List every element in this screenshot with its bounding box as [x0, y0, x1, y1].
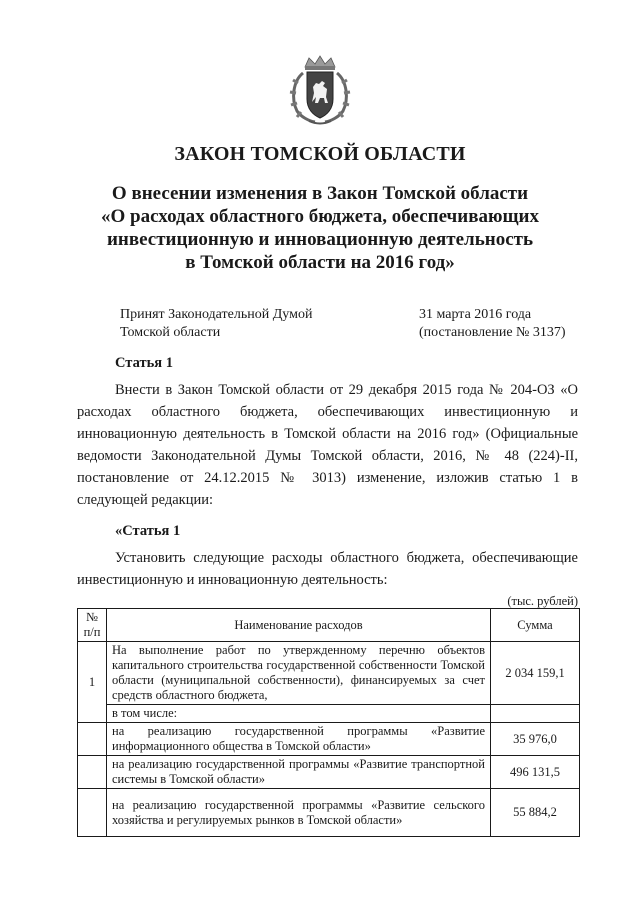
quoted-article-heading: «Статья 1: [115, 523, 181, 539]
header-num: № п/п: [78, 609, 107, 642]
table-row: [78, 642, 580, 705]
row-num: [78, 789, 107, 837]
tomsk-oblast-coat-of-arms-icon: [289, 55, 351, 127]
adoption-date: [419, 306, 566, 342]
subtitle-line: «О расходах областного бюджета, обеспечивающих: [101, 206, 539, 227]
article-text: Внести в Закон Томской области от 29 декабря 2015 года № 204-ОЗ «О расходах областного бюджета, обеспечивающих инвестиционную и инновационную деятельность в Томской области на 2016 год» (Официальные ведомости Законодательной Думы Томской области, 2016, № 48 (224)-II, постановление от 24.12.2015 № 3013) изменение, изложив статью 1 в следующей редакции:: [77, 382, 578, 508]
row-num: 1: [78, 642, 107, 723]
table-row: [78, 789, 580, 837]
table-row: [78, 723, 580, 756]
table-unit: (тыс. рублей): [507, 594, 578, 608]
expenses-table: [77, 608, 580, 837]
adoption-date-line: 31 марта 2016 года: [419, 307, 532, 322]
resolution-number: (постановление № 3137): [419, 325, 566, 340]
row-sum: 2 034 159,1: [491, 642, 580, 705]
header-name: Наименование расходов: [107, 609, 491, 642]
header-sum: Сумма: [491, 609, 580, 642]
subtitle-line: О внесении изменения в Закон Томской области: [111, 183, 529, 204]
row-name: в том числе:: [107, 705, 491, 723]
subtitle-line: в Томской области на 2016 год»: [185, 252, 455, 273]
row-name: на реализацию государственной программы «Развитие транспортной системы в Томской области»: [107, 756, 491, 789]
law-subtitle: [60, 182, 580, 274]
row-sum: [491, 705, 580, 723]
quoted-article-text: Установить следующие расходы областного бюджета, обеспечивающие инвестиционную и инновационную деятельность:: [77, 550, 578, 588]
row-sum: 35 976,0: [491, 723, 580, 756]
row-num: [78, 723, 107, 756]
row-sum: 496 131,5: [491, 756, 580, 789]
law-title: ЗАКОН ТОМСКОЙ ОБЛАСТИ: [174, 143, 466, 165]
row-num: [78, 756, 107, 789]
row-name: На выполнение работ по утвержденному перечню объектов капитального строительства государственной собственности Томской области (муниципальной собственности), финансируемых за счет средств областного бюджета,: [107, 642, 491, 705]
article-heading: Статья 1: [115, 355, 173, 371]
table-row: [78, 756, 580, 789]
subtitle-line: инвестиционную и инновационную деятельность: [106, 229, 534, 250]
adopted-by: [120, 306, 312, 342]
table-row: [78, 705, 580, 723]
row-sum: 55 884,2: [491, 789, 580, 837]
row-name: на реализацию государственной программы «Развитие информационного общества в Томской области»: [107, 723, 491, 756]
row-name: на реализацию государственной программы «Развитие сельского хозяйства и регулируемых рынков в Томской области»: [107, 789, 491, 837]
adopted-by-line: Томской области: [120, 325, 221, 340]
adopted-by-line: Принят Законодательной Думой: [120, 307, 313, 322]
table-header-row: [78, 609, 580, 642]
